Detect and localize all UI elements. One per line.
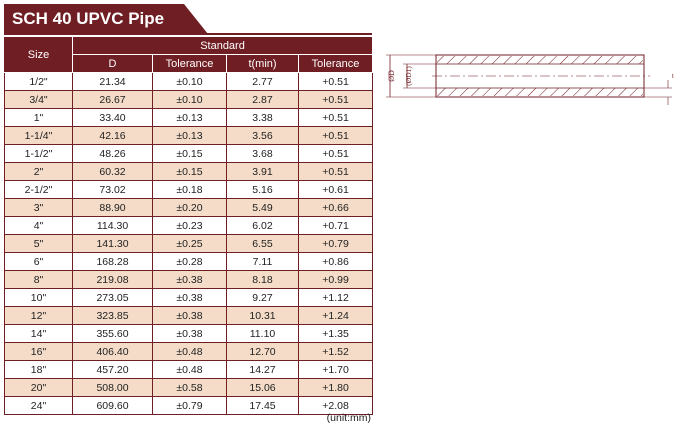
d-tolerance-cell: ±0.15 xyxy=(153,145,227,163)
title-underline xyxy=(4,33,372,35)
d-cell: 168.28 xyxy=(73,253,153,271)
size-cell: 8" xyxy=(5,271,73,289)
tmin-cell: 8.18 xyxy=(227,271,299,289)
d-tolerance-cell: ±0.10 xyxy=(153,73,227,91)
d-cell: 88.90 xyxy=(73,199,153,217)
size-cell: 18" xyxy=(5,361,73,379)
size-cell: 3" xyxy=(5,199,73,217)
table-row xyxy=(5,397,373,415)
pipe-wall-bottom xyxy=(437,88,643,96)
size-cell: 1-1/2" xyxy=(5,145,73,163)
d-tolerance-cell: ±0.38 xyxy=(153,307,227,325)
pipe-wall-top xyxy=(437,56,643,64)
t-tolerance-cell: +1.52 xyxy=(299,343,373,361)
outer-diameter-label: ØD xyxy=(387,70,396,82)
d-tolerance-cell: ±0.38 xyxy=(153,325,227,343)
table-row xyxy=(5,235,373,253)
t-tolerance-cell: +0.51 xyxy=(299,91,373,109)
tmin-cell: 2.77 xyxy=(227,73,299,91)
d-cell: 406.40 xyxy=(73,343,153,361)
d-cell: 609.60 xyxy=(73,397,153,415)
table-row xyxy=(5,307,373,325)
tmin-cell: 5.16 xyxy=(227,181,299,199)
d-cell: 33.40 xyxy=(73,109,153,127)
d-tolerance-cell: ±0.38 xyxy=(153,289,227,307)
d-tolerance-cell: ±0.48 xyxy=(153,361,227,379)
t-tolerance-cell: +1.70 xyxy=(299,361,373,379)
t-tolerance-cell: +0.51 xyxy=(299,145,373,163)
size-cell: 20" xyxy=(5,379,73,397)
t-tolerance-cell: +0.79 xyxy=(299,235,373,253)
t-tolerance-cell: +0.51 xyxy=(299,73,373,91)
table-row xyxy=(5,181,373,199)
d-tolerance-cell: ±0.28 xyxy=(153,253,227,271)
d-cell: 73.02 xyxy=(73,181,153,199)
tmin-cell: 5.49 xyxy=(227,199,299,217)
t-tolerance-cell: +0.61 xyxy=(299,181,373,199)
t-tolerance-cell: +2.08 xyxy=(299,397,373,415)
tmin-cell: 3.38 xyxy=(227,109,299,127)
table-row xyxy=(5,253,373,271)
t-tolerance-cell: +0.51 xyxy=(299,163,373,181)
table-row xyxy=(5,91,373,109)
t-tolerance-cell: +0.86 xyxy=(299,253,373,271)
page-title: SCH 40 UPVC Pipe xyxy=(12,9,165,28)
table-row xyxy=(5,163,373,181)
d-tolerance-cell: ±0.15 xyxy=(153,163,227,181)
d-cell: 114.30 xyxy=(73,217,153,235)
d-tolerance-cell: ±0.38 xyxy=(153,271,227,289)
header-size: Size xyxy=(5,37,73,73)
spec-table xyxy=(4,36,373,415)
d-cell: 60.32 xyxy=(73,163,153,181)
d-tolerance-cell: ±0.79 xyxy=(153,397,227,415)
thickness-label: t xyxy=(672,72,674,80)
tmin-cell: 7.11 xyxy=(227,253,299,271)
size-cell: 6" xyxy=(5,253,73,271)
d-tolerance-cell: ±0.13 xyxy=(153,127,227,145)
d-tolerance-cell: ±0.48 xyxy=(153,343,227,361)
size-cell: 5" xyxy=(5,235,73,253)
size-cell: 12" xyxy=(5,307,73,325)
d-tolerance-cell: ±0.18 xyxy=(153,181,227,199)
t-tolerance-cell: +1.24 xyxy=(299,307,373,325)
d-cell: 273.05 xyxy=(73,289,153,307)
tmin-cell: 14.27 xyxy=(227,361,299,379)
d-cell: 21.34 xyxy=(73,73,153,91)
d-cell: 48.26 xyxy=(73,145,153,163)
table-row xyxy=(5,109,373,127)
t-tolerance-cell: +0.66 xyxy=(299,199,373,217)
header-d-tolerance: Tolerance xyxy=(153,55,227,73)
table-row xyxy=(5,73,373,91)
t-tolerance-cell: +0.99 xyxy=(299,271,373,289)
tmin-cell: 3.68 xyxy=(227,145,299,163)
spec-table-body xyxy=(5,73,373,415)
pipe-diagram xyxy=(380,40,680,112)
table-row xyxy=(5,289,373,307)
t-tolerance-cell: +0.71 xyxy=(299,217,373,235)
d-cell: 26.67 xyxy=(73,91,153,109)
table-row xyxy=(5,325,373,343)
t-tolerance-cell: +1.12 xyxy=(299,289,373,307)
size-cell: 4" xyxy=(5,217,73,235)
size-cell: 1" xyxy=(5,109,73,127)
d-cell: 42.16 xyxy=(73,127,153,145)
table-row xyxy=(5,271,373,289)
size-cell: 14" xyxy=(5,325,73,343)
tmin-cell: 3.56 xyxy=(227,127,299,145)
d-cell: 457.20 xyxy=(73,361,153,379)
size-cell: 2" xyxy=(5,163,73,181)
t-tolerance-cell: +0.51 xyxy=(299,127,373,145)
tmin-cell: 17.45 xyxy=(227,397,299,415)
table-row xyxy=(5,361,373,379)
tmin-cell: 11.10 xyxy=(227,325,299,343)
d-tolerance-cell: ±0.20 xyxy=(153,199,227,217)
tmin-cell: 2.87 xyxy=(227,91,299,109)
table-row xyxy=(5,343,373,361)
d-cell: 355.60 xyxy=(73,325,153,343)
d-tolerance-cell: ±0.10 xyxy=(153,91,227,109)
size-cell: 1-1/4" xyxy=(5,127,73,145)
table-row xyxy=(5,127,373,145)
header-tmin: t(min) xyxy=(227,55,299,73)
t-tolerance-cell: +0.51 xyxy=(299,109,373,127)
table-row xyxy=(5,145,373,163)
tmin-cell: 3.91 xyxy=(227,163,299,181)
t-tolerance-cell: +1.80 xyxy=(299,379,373,397)
header-standard: Standard xyxy=(73,37,373,55)
size-cell: 16" xyxy=(5,343,73,361)
d-cell: 219.08 xyxy=(73,271,153,289)
tmin-cell: 15.06 xyxy=(227,379,299,397)
d-tolerance-cell: ±0.13 xyxy=(153,109,227,127)
tmin-cell: 9.27 xyxy=(227,289,299,307)
table-row xyxy=(5,217,373,235)
d-cell: 141.30 xyxy=(73,235,153,253)
d-cell: 323.85 xyxy=(73,307,153,325)
size-cell: 3/4" xyxy=(5,91,73,109)
inner-diameter-label: (ØD1) xyxy=(404,66,413,86)
d-tolerance-cell: ±0.23 xyxy=(153,217,227,235)
size-cell: 1/2" xyxy=(5,73,73,91)
table-row xyxy=(5,199,373,217)
size-cell: 2-1/2" xyxy=(5,181,73,199)
d-tolerance-cell: ±0.25 xyxy=(153,235,227,253)
header-d: D xyxy=(73,55,153,73)
table-row xyxy=(5,379,373,397)
header-t-tolerance: Tolerance xyxy=(299,55,373,73)
tmin-cell: 6.55 xyxy=(227,235,299,253)
tmin-cell: 6.02 xyxy=(227,217,299,235)
t-tolerance-cell: +1.35 xyxy=(299,325,373,343)
d-tolerance-cell: ±0.58 xyxy=(153,379,227,397)
tmin-cell: 10.31 xyxy=(227,307,299,325)
size-cell: 24" xyxy=(5,397,73,415)
d-cell: 508.00 xyxy=(73,379,153,397)
tmin-cell: 12.70 xyxy=(227,343,299,361)
size-cell: 10" xyxy=(5,289,73,307)
unit-note: (unit:mm) xyxy=(326,412,371,424)
